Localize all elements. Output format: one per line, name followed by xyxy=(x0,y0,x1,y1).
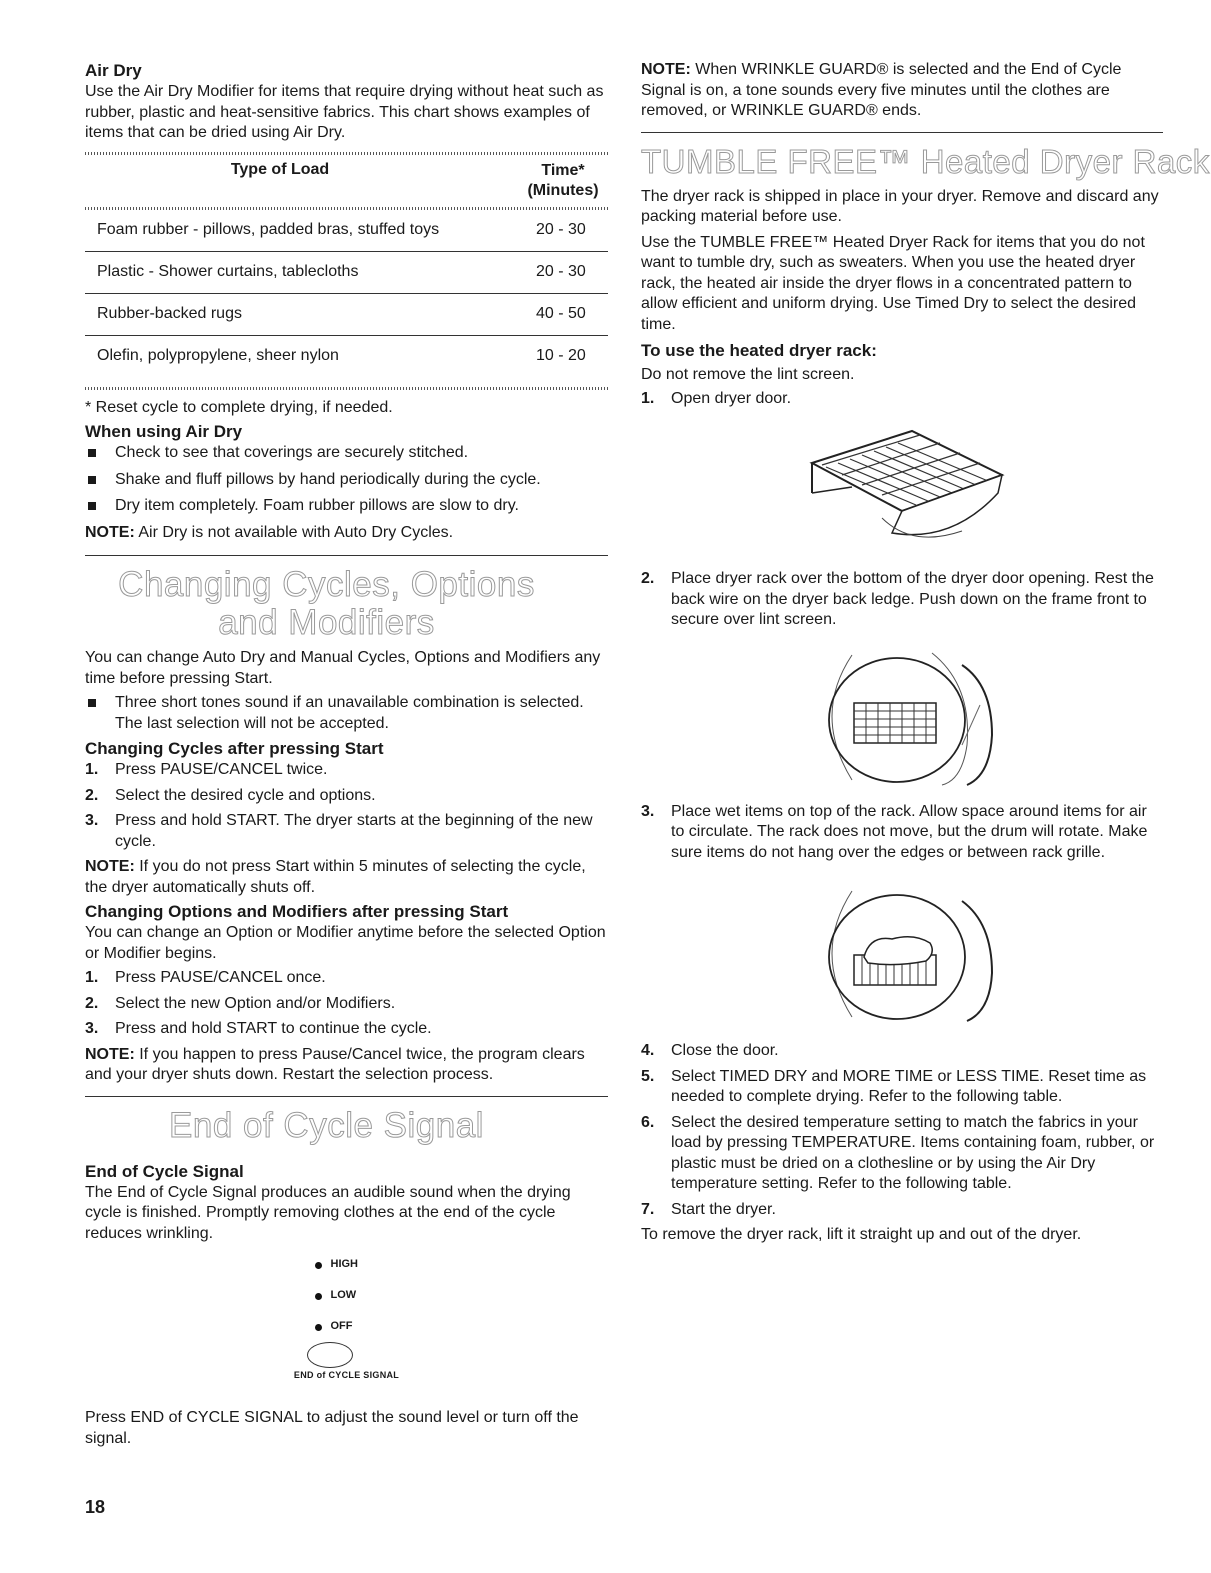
options-heading: Changing Options and Modifiers after pressing Start xyxy=(85,902,509,921)
time-cell: 20 - 30 xyxy=(536,263,586,280)
table-row xyxy=(85,252,608,294)
list-item: 7. Start the dryer. xyxy=(641,1200,776,1218)
note-text: If you do not press Start within 5 minutes of selecting the cycle, the dryer automatically shuts off. xyxy=(85,858,586,896)
cycle-steps xyxy=(85,760,608,852)
dryer-rack-illustration xyxy=(641,423,1163,551)
table-header xyxy=(85,161,608,201)
when-using-heading: When using Air Dry xyxy=(85,422,243,441)
time-cell: 20 - 30 xyxy=(536,221,586,238)
list-item: 2. Place dryer rack over the bottom of the dryer door opening. Rest the back wire on the dryer back ledge. Push down on the frame front to secure over lint screen. xyxy=(641,570,1154,628)
items-on-rack-illustration xyxy=(641,883,1163,1025)
list-item: 4. Close the door. xyxy=(641,1042,779,1059)
col-header-type: Type of Load xyxy=(230,160,330,178)
list-item: Dry item completely. Foam rubber pillows are slow to dry. xyxy=(85,496,608,517)
rack-step-3 xyxy=(641,802,1163,864)
note-label: NOTE: xyxy=(641,61,691,78)
signal-option-high: HIGH xyxy=(315,1258,359,1270)
list-item: Three short tones sound if an unavailable combination is selected. The last selection will not be accepted. xyxy=(85,693,608,734)
changing-title-line1: Changing Cycles, Options xyxy=(118,565,535,604)
option-steps xyxy=(85,968,608,1040)
remove-rack: To remove the dryer rack, lift it straight up and out of the dryer. xyxy=(641,1226,1082,1243)
list-item: Check to see that coverings are securely stitched. xyxy=(85,443,608,464)
signal-option-low: LOW xyxy=(315,1289,357,1301)
signal-option-off: OFF xyxy=(315,1320,353,1332)
end-cycle-body: The End of Cycle Signal produces an audible sound when the drying cycle is finished. Promptly removing clothes at the end of the cycle reduces wrinkling. xyxy=(85,1183,571,1242)
wrinkle-guard-note xyxy=(641,60,1163,122)
changing-list xyxy=(85,693,608,734)
list-item: 1. Open dryer door. xyxy=(641,389,792,407)
when-using-list xyxy=(85,443,608,517)
list-item: Shake and fluff pillows by hand periodically during the cycle. xyxy=(85,470,608,491)
list-item: 3. Press and hold START. The dryer starts at the beginning of the new cycle. xyxy=(85,812,593,850)
use-rack-heading: To use the heated dryer rack: xyxy=(641,341,877,360)
col-header-time: Time* (Minutes) xyxy=(527,161,599,199)
list-item: 2. Select the desired cycle and options. xyxy=(85,786,376,804)
load-type-cell: Rubber-backed rugs xyxy=(97,305,242,322)
table-row xyxy=(85,336,608,377)
end-cycle-heading: End of Cycle Signal xyxy=(85,1161,244,1181)
table-row xyxy=(85,294,608,336)
section-divider xyxy=(85,555,608,556)
list-item: 3. Press and hold START to continue the cycle. xyxy=(85,1020,432,1037)
list-item: 2. Select the new Option and/or Modifiers. xyxy=(85,994,396,1012)
rack-step-2 xyxy=(641,569,1163,631)
left-column xyxy=(85,60,608,1518)
load-type-cell: Olefin, polypropylene, sheer nylon xyxy=(97,347,339,364)
list-item: 5. Select TIMED DRY and MORE TIME or LESS TIME. Reset time as needed to complete drying. Refer to the following table. xyxy=(641,1067,1147,1105)
note-text: Air Dry is not available with Auto Dry Cycles. xyxy=(138,523,454,541)
note-text: When WRINKLE GUARD® is selected and the End of Cycle Signal is on, a tone sounds every five minutes until the clothes are removed, or WRINKLE GUARD® ends. xyxy=(641,61,1122,119)
end-cycle-signal-button[interactable] xyxy=(307,1342,353,1368)
note-label: NOTE: xyxy=(85,1045,135,1063)
right-column xyxy=(641,60,1210,1246)
table-row xyxy=(85,210,608,252)
indicator-light-icon xyxy=(315,1262,322,1269)
indicator-light-icon xyxy=(315,1324,322,1331)
rack-p2: Use the TUMBLE FREE™ Heated Dryer Rack for items that you do not want to tumble dry, such as sweaters. When you use the heated dryer rack, the heated air inside the dryer flows in a concentrated pattern to allow efficient and uniform drying. Use Timed Dry to select the desired time. xyxy=(641,233,1145,333)
rack-step-1 xyxy=(641,389,1163,410)
options-intro: You can change an Option or Modifier anytime before the selected Option or Modifier begins. xyxy=(85,924,606,962)
end-cycle-control xyxy=(247,1258,447,1378)
rack-steps-rest xyxy=(641,1041,1163,1220)
table-bottom-divider xyxy=(85,387,608,390)
rack-in-dryer-illustration xyxy=(641,645,1163,790)
section-divider xyxy=(641,132,1163,133)
time-cell: 40 - 50 xyxy=(536,305,586,322)
table-footnote: * Reset cycle to complete drying, if needed. xyxy=(85,398,393,416)
changing-title-line2: and Modifiers xyxy=(218,603,435,642)
air-dry-heading: Air Dry xyxy=(85,61,142,80)
changing-note2 xyxy=(85,1045,608,1086)
time-cell: 10 - 20 xyxy=(536,347,586,364)
list-item: 1. Press PAUSE/CANCEL twice. xyxy=(85,761,328,778)
end-cycle-title: End of Cycle Signal xyxy=(169,1105,484,1145)
page-number: 18 xyxy=(85,1497,106,1517)
note-label: NOTE: xyxy=(85,523,135,541)
changing-intro: You can change Auto Dry and Manual Cycles, Options and Modifiers any time before pressing Start. xyxy=(85,649,601,687)
end-cycle-press: Press END of CYCLE SIGNAL to adjust the sound level or turn off the signal. xyxy=(85,1409,579,1447)
rack-p1: The dryer rack is shipped in place in your dryer. Remove and discard any packing material before use. xyxy=(641,187,1159,225)
load-type-cell: Foam rubber - pillows, padded bras, stuffed toys xyxy=(97,221,440,238)
list-item: 3. Place wet items on top of the rack. Allow space around items for air to circulate. The rack does not move, but the drum will rotate. Make sure items do not hang over the edges or between rack grille. xyxy=(641,802,1148,861)
list-item: 1. Press PAUSE/CANCEL once. xyxy=(85,969,326,986)
lint-note: Do not remove the lint screen. xyxy=(641,366,855,383)
list-item: 6. Select the desired temperature setting to match the fabrics in your load by pressing TEMPERATURE. Items containing foam, rubber, or plastic must be dried on a clothesline or by using the Air Dry temperature setting. Refer to the following table. xyxy=(641,1113,1155,1192)
after-start-heading: Changing Cycles after pressing Start xyxy=(85,739,384,758)
table-top-divider xyxy=(85,152,608,155)
air-dry-intro: Use the Air Dry Modifier for items that require drying without heat such as rubber, plastic and heat-sensitive fabrics. This chart shows examples of items that can be dried using Air Dry. xyxy=(85,83,604,141)
changing-note1 xyxy=(85,857,608,898)
indicator-light-icon xyxy=(315,1293,322,1300)
button-label: END of CYCLE SIGNAL xyxy=(293,1370,400,1380)
air-dry-note xyxy=(85,523,608,544)
note-text: If you happen to press Pause/Cancel twice, the program clears and your dryer shuts down. Restart the selection process. xyxy=(85,1045,585,1083)
rack-title: TUMBLE FREE™ Heated Dryer Rack xyxy=(641,142,1210,180)
load-type-cell: Plastic - Shower curtains, tablecloths xyxy=(97,263,359,280)
note-label: NOTE: xyxy=(85,858,135,875)
air-dry-table xyxy=(85,161,608,390)
section-divider xyxy=(85,1096,608,1097)
